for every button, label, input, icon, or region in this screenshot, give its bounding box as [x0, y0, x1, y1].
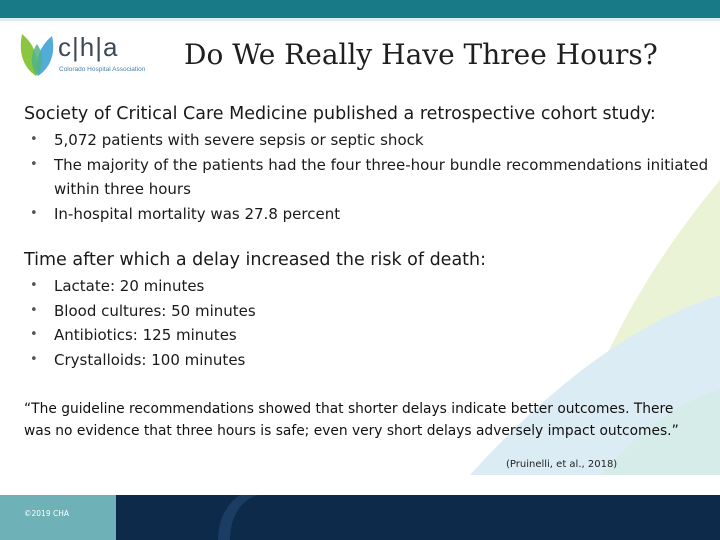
- bullet-marker: •: [30, 132, 38, 147]
- list-item: [30, 348, 430, 373]
- bullet-text: Blood cultures: 50 minutes: [54, 301, 256, 320]
- list-item: [30, 274, 430, 299]
- list-item: [30, 202, 710, 227]
- bullet-text: Lactate: 20 minutes: [54, 277, 205, 295]
- citation: (Pruinelli, et al., 2018): [506, 459, 618, 470]
- cha-logo: [16, 30, 166, 78]
- bullet-marker: •: [30, 302, 38, 318]
- bullet-marker: •: [30, 327, 38, 342]
- slide-title: Do We Really Have Three Hours?: [184, 38, 658, 71]
- bullet-text: The majority of the patients had the four three-hour bundle recommendations initiated within three hours: [54, 155, 709, 198]
- bullet-text: In-hospital mortality was 27.8 percent: [54, 204, 341, 223]
- list-item: [30, 299, 430, 324]
- bullet-marker: •: [30, 351, 38, 367]
- study-quote: “The guideline recommendations showed that shorter delays indicate better outcomes. There was no evidence that three hours is safe; even very short delays adversely impact outcomes.”: [24, 401, 679, 439]
- footer-copyright: ©2019 CHA: [24, 509, 69, 518]
- logo-letters: c|h|a: [58, 32, 119, 62]
- bullet-text: Antibiotics: 125 minutes: [54, 326, 237, 344]
- section1-bullet-list: [30, 128, 710, 226]
- section2-bullet-list: [30, 274, 430, 372]
- top-accent-shadow: [0, 18, 720, 21]
- top-accent-bar: [0, 0, 720, 18]
- bullet-marker: •: [30, 278, 38, 293]
- logo-org-name: Colorado Hospital Association: [59, 66, 146, 73]
- section2-heading: Time after which a delay increased the risk of death:: [24, 250, 487, 270]
- bullet-marker: •: [30, 156, 38, 172]
- bullet-text: 5,072 patients with severe sepsis or septic shock: [54, 131, 424, 149]
- bullet-marker: •: [30, 205, 38, 221]
- list-item: [30, 153, 710, 202]
- list-item: [30, 128, 710, 153]
- leaf-logo-icon: [16, 30, 58, 78]
- list-item: [30, 323, 430, 348]
- section1-heading: Society of Critical Care Medicine published a retrospective cohort study:: [24, 104, 656, 124]
- bullet-text: Crystalloids: 100 minutes: [54, 350, 246, 369]
